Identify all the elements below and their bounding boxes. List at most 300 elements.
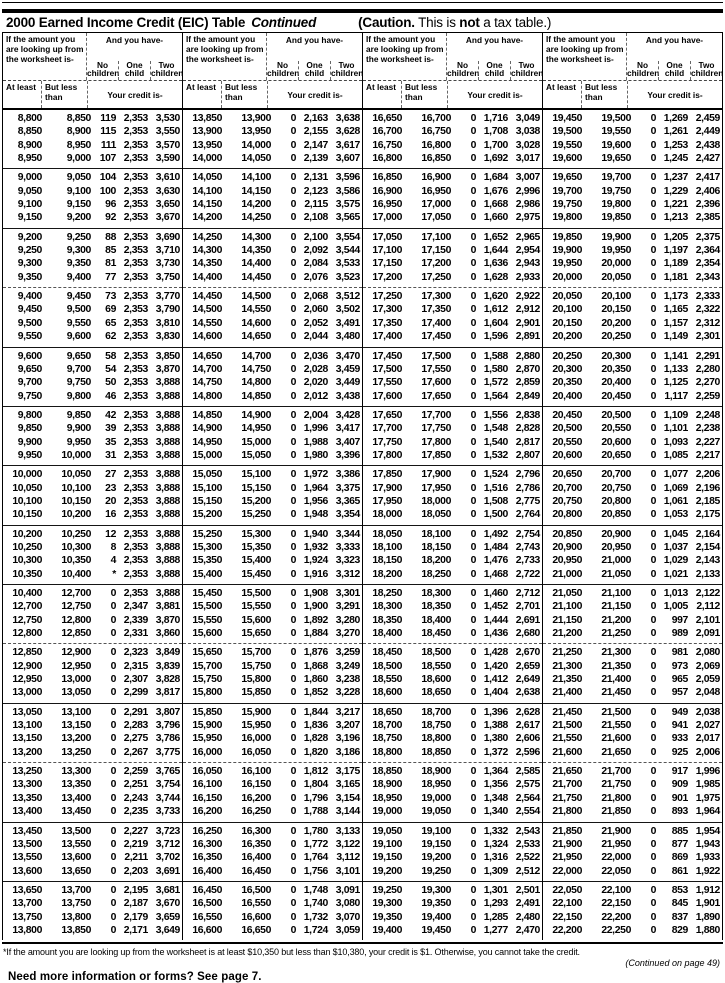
- table-cell: 925: [671, 746, 688, 758]
- table-cell: 0: [110, 779, 116, 791]
- header-row-bottom: [363, 81, 542, 110]
- table-cell: 973: [671, 660, 688, 672]
- table-cell: 2,449: [695, 126, 720, 138]
- table-cell: 0: [650, 113, 656, 124]
- table-cell: 16,950: [372, 199, 402, 211]
- table-cell: 0: [290, 409, 296, 421]
- table-cell: 10,300: [12, 555, 42, 567]
- table-cell: 997: [671, 614, 688, 626]
- row-block: [543, 881, 722, 940]
- table-cell: 2,044: [303, 331, 328, 343]
- header-row-bottom: [543, 81, 722, 110]
- table-cell: 16,000: [241, 733, 271, 745]
- table-cell: 2,353: [123, 304, 148, 316]
- table-cell: 20,850: [601, 509, 631, 521]
- table-cell: 2,243: [123, 792, 148, 804]
- table-row: [363, 528, 542, 541]
- table-cell: 8,850: [17, 126, 42, 138]
- table-cell: 2,533: [515, 838, 540, 850]
- table-cell: 18,550: [421, 660, 451, 672]
- table-cell: 14,650: [192, 350, 222, 362]
- table-cell: 15,200: [192, 509, 222, 521]
- table-cell: 14,850: [241, 390, 271, 402]
- table-cell: 13,800: [12, 924, 42, 936]
- table-cell: 0: [470, 509, 476, 521]
- table-cell: 1,364: [483, 766, 508, 778]
- table-cell: 15,950: [192, 733, 222, 745]
- table-cell: 2,796: [515, 469, 540, 481]
- table-cell: 17,750: [421, 423, 451, 435]
- caution-text: This is: [414, 15, 460, 30]
- table-cell: 2,501: [515, 884, 540, 896]
- table-row: [363, 303, 542, 316]
- table-cell: 19,450: [421, 924, 451, 936]
- table-cell: 20,850: [552, 528, 582, 540]
- table-cell: 20,450: [552, 409, 582, 421]
- table-cell: 15,550: [241, 601, 271, 613]
- row-block: [183, 168, 362, 227]
- table-cell: 2,185: [695, 495, 720, 507]
- table-cell: 1,189: [663, 258, 688, 270]
- table-cell: 8: [110, 541, 116, 553]
- table-row: [363, 350, 542, 363]
- table-cell: 14,550: [192, 317, 222, 329]
- no-children-header: No children: [267, 59, 300, 79]
- at-least-header: At least: [366, 82, 396, 92]
- table-cell: 9,800: [17, 409, 42, 421]
- table-cell: 2,438: [695, 139, 720, 151]
- table-row: [363, 112, 542, 125]
- table-cell: 14,800: [192, 390, 222, 402]
- table-cell: 23: [105, 482, 116, 494]
- table-cell: 17,250: [372, 291, 402, 303]
- table-row: [183, 482, 362, 495]
- table-cell: 17,550: [421, 363, 451, 375]
- row-block: [3, 822, 182, 881]
- table-cell: 3,888: [155, 423, 180, 435]
- table-cell: 2,353: [123, 199, 148, 211]
- table-cell: 0: [650, 541, 656, 553]
- table-row: [3, 924, 182, 937]
- header-row-top: [363, 33, 542, 81]
- table-cell: 0: [650, 779, 656, 791]
- table-row: [543, 436, 722, 449]
- table-row: [3, 198, 182, 211]
- table-cell: 19,900: [552, 245, 582, 257]
- table-cell: 2,912: [515, 304, 540, 316]
- table-cell: 0: [290, 568, 296, 580]
- table-cell: 0: [290, 449, 296, 461]
- table-cell: 17,800: [372, 449, 402, 461]
- table-cell: 2,280: [695, 363, 720, 375]
- table-cell: 18,650: [421, 687, 451, 699]
- table-cell: 14,000: [241, 139, 271, 151]
- table-cell: 2,211: [124, 852, 148, 864]
- table-cell: 15,050: [192, 469, 222, 481]
- table-cell: 19,550: [552, 139, 582, 151]
- row-block: [363, 110, 542, 168]
- table-cell: 16,500: [192, 898, 222, 910]
- table-row: [183, 244, 362, 257]
- table-cell: 1,125: [663, 377, 688, 389]
- table-row: [363, 646, 542, 659]
- table-cell: 17,650: [421, 390, 451, 402]
- table-cell: 0: [470, 317, 476, 329]
- table-cell: 21,600: [552, 746, 582, 758]
- table-cell: 3,186: [335, 746, 360, 758]
- table-row: [363, 390, 542, 403]
- table-cell: 19,200: [372, 865, 402, 877]
- table-cell: 9,300: [66, 245, 91, 257]
- table-row: [363, 746, 542, 759]
- table-cell: 1,356: [483, 779, 508, 791]
- table-row: [3, 719, 182, 732]
- table-row: [543, 568, 722, 581]
- table-cell: 0: [650, 139, 656, 151]
- row-block: [363, 525, 542, 584]
- table-cell: 8,950: [66, 139, 91, 151]
- table-cell: 17,650: [372, 409, 402, 421]
- row-block: [3, 584, 182, 643]
- table-cell: 8,900: [66, 126, 91, 138]
- table-cell: 2,122: [695, 588, 720, 599]
- table-cell: 0: [110, 601, 116, 613]
- table-cell: 0: [110, 660, 116, 672]
- table-cell: 15,900: [192, 720, 222, 732]
- header-row-top: [543, 33, 722, 81]
- table-cell: 13,650: [12, 884, 42, 896]
- table-cell: 77: [105, 271, 116, 283]
- table-cell: 0: [470, 601, 476, 613]
- caution-end: a tax table.): [479, 15, 552, 30]
- table-cell: 22,150: [601, 898, 631, 910]
- table-row: [183, 719, 362, 732]
- table-cell: 1,285: [483, 911, 508, 923]
- table-cell: 0: [650, 806, 656, 818]
- table-cell: 17,700: [372, 423, 402, 435]
- table-cell: 1,564: [483, 390, 508, 402]
- table-row: [183, 390, 362, 403]
- table-cell: 2,307: [123, 674, 148, 686]
- table-cell: 2,347: [123, 601, 148, 613]
- table-cell: 2,649: [515, 674, 540, 686]
- table-cell: 10,050: [12, 482, 42, 494]
- table-cell: 1,916: [303, 568, 328, 580]
- table-cell: 2,828: [515, 423, 540, 435]
- table-cell: 21,650: [552, 766, 582, 778]
- table-cell: 19,400: [421, 911, 451, 923]
- table-cell: 14,700: [192, 363, 222, 375]
- table-cell: 0: [110, 852, 116, 864]
- table-cell: 0: [290, 647, 296, 659]
- table-cell: 1,165: [663, 304, 688, 316]
- table-cell: 1,197: [663, 245, 688, 257]
- table-cell: 3,870: [155, 363, 180, 375]
- table-cell: 0: [470, 588, 476, 599]
- table-cell: 1,372: [483, 746, 508, 758]
- row-block: [3, 406, 182, 465]
- table-cell: 18,850: [372, 766, 402, 778]
- table-cell: 3,830: [155, 331, 180, 343]
- table-cell: 19,750: [601, 185, 631, 197]
- table-cell: 909: [671, 779, 688, 791]
- table-cell: 15,450: [241, 568, 271, 580]
- table-cell: 0: [650, 390, 656, 402]
- table-cell: 19,350: [421, 898, 451, 910]
- table-cell: 3,839: [155, 660, 180, 672]
- table-row: [3, 449, 182, 462]
- table-cell: 1,588: [483, 350, 508, 362]
- table-cell: 2,267: [123, 746, 148, 758]
- table-row: [3, 851, 182, 864]
- table-cell: 19,250: [372, 884, 402, 896]
- table-cell: 0: [110, 806, 116, 818]
- table-cell: 2,353: [123, 139, 148, 151]
- table-cell: 1,716: [483, 113, 508, 124]
- table-cell: 2,343: [695, 271, 720, 283]
- table-cell: 1,404: [483, 687, 508, 699]
- table-row: [543, 350, 722, 363]
- table-cell: 2,115: [304, 199, 328, 211]
- table-cell: 16,400: [192, 865, 222, 877]
- table-cell: 14,900: [192, 423, 222, 435]
- row-block: [183, 822, 362, 881]
- table-cell: 2,147: [303, 139, 328, 151]
- table-cell: 17,100: [421, 231, 451, 243]
- table-cell: 917: [671, 766, 688, 778]
- table-cell: 17,050: [421, 212, 451, 224]
- table-row: [363, 330, 542, 343]
- table-cell: 0: [470, 647, 476, 659]
- table-cell: 2,219: [123, 838, 148, 850]
- table-cell: 2,353: [123, 291, 148, 303]
- table-cell: 14,100: [241, 172, 271, 184]
- have-label: And you have-: [105, 35, 164, 45]
- table-row: [363, 139, 542, 152]
- table-cell: 19,150: [372, 852, 402, 864]
- table-cell: 2,722: [515, 568, 540, 580]
- table-cell: 2,353: [123, 212, 148, 224]
- table-cell: 1,724: [303, 924, 328, 936]
- table-row: [543, 911, 722, 924]
- table-cell: 0: [290, 212, 296, 224]
- table-cell: 1,013: [663, 588, 688, 599]
- table-cell: 0: [290, 331, 296, 343]
- table-cell: 15,300: [192, 541, 222, 553]
- table-row: [3, 686, 182, 699]
- table-cell: 14,350: [192, 258, 222, 270]
- table-cell: 3,881: [155, 601, 180, 613]
- table-cell: 3,007: [515, 172, 540, 184]
- table-cell: 3,810: [155, 317, 180, 329]
- table-cell: 3,710: [155, 245, 180, 257]
- table-cell: 3,638: [335, 113, 360, 124]
- row-block: [543, 465, 722, 524]
- table-cell: 3,470: [335, 350, 360, 362]
- table-row: [183, 825, 362, 838]
- table-cell: 0: [470, 185, 476, 197]
- table-cell: 2,670: [515, 647, 540, 659]
- table-cell: 1,069: [663, 482, 688, 494]
- table-cell: 2,155: [303, 126, 328, 138]
- table-cell: 18,000: [421, 495, 451, 507]
- table-cell: 20,600: [552, 449, 582, 461]
- table-cell: 9,200: [66, 212, 91, 224]
- but-less-header: But less than: [581, 81, 627, 108]
- table-cell: 1,996: [303, 423, 328, 435]
- table-cell: 15,350: [192, 555, 222, 567]
- table-row: [363, 422, 542, 435]
- table-cell: 20,500: [601, 409, 631, 421]
- row-block: [3, 762, 182, 821]
- table-row: [183, 851, 362, 864]
- table-cell: 2,275: [123, 733, 148, 745]
- table-cell: 20,300: [552, 363, 582, 375]
- table-cell: 0: [650, 172, 656, 184]
- table-cell: 14,800: [241, 377, 271, 389]
- table-cell: 10,350: [12, 568, 42, 580]
- table-cell: 13,600: [61, 852, 91, 864]
- table-cell: 3,407: [335, 436, 360, 448]
- table-cell: 19,550: [601, 126, 631, 138]
- table-cell: 9,550: [66, 317, 91, 329]
- table-cell: 2,006: [695, 746, 720, 758]
- table-cell: 1,975: [695, 792, 720, 804]
- table-cell: 1,053: [663, 509, 688, 521]
- table-cell: 14,550: [241, 304, 271, 316]
- credit-header: Your credit is-: [447, 81, 542, 108]
- table-cell: 58: [105, 350, 116, 362]
- table-cell: 0: [290, 555, 296, 567]
- table-cell: 1,037: [663, 541, 688, 553]
- table-cell: 13,450: [61, 806, 91, 818]
- table-cell: 21,250: [601, 628, 631, 640]
- table-cell: 21,100: [601, 588, 631, 599]
- table-cell: 13,050: [61, 687, 91, 699]
- table-cell: 0: [650, 528, 656, 540]
- table-cell: 1,628: [483, 271, 508, 283]
- row-block: [543, 168, 722, 227]
- table-cell: 13,200: [61, 733, 91, 745]
- table-cell: 9,900: [66, 423, 91, 435]
- table-cell: 2,638: [515, 687, 540, 699]
- continued-note: (Continued on page 49): [625, 958, 720, 969]
- table-cell: 18,500: [421, 647, 451, 659]
- table-cell: 0: [650, 924, 656, 936]
- table-cell: 0: [290, 838, 296, 850]
- table-cell: 20,350: [552, 377, 582, 389]
- table-row: [363, 152, 542, 165]
- table-row: [183, 409, 362, 422]
- table-cell: 14,400: [241, 258, 271, 270]
- table-cell: 3,888: [155, 541, 180, 553]
- table-row: [543, 924, 722, 937]
- table-cell: 0: [110, 746, 116, 758]
- table-cell: 10,150: [12, 509, 42, 521]
- table-cell: 18,800: [372, 746, 402, 758]
- table-cell: 1,604: [483, 317, 508, 329]
- table-cell: 0: [290, 436, 296, 448]
- table-cell: 21,550: [601, 720, 631, 732]
- table-cell: 2,092: [303, 245, 328, 257]
- table-cell: 2,100: [303, 231, 328, 243]
- table-cell: 1,756: [303, 865, 328, 877]
- table-cell: 1,612: [483, 304, 508, 316]
- table-cell: 2,480: [515, 911, 540, 923]
- table-cell: 2,323: [123, 647, 148, 659]
- table-cell: 3,888: [155, 528, 180, 540]
- table-row: [183, 897, 362, 910]
- table-cell: 14,450: [192, 291, 222, 303]
- table-cell: 9,500: [17, 317, 42, 329]
- table-cell: 15,050: [241, 449, 271, 461]
- table-cell: 18,350: [421, 601, 451, 613]
- table-row: [363, 838, 542, 851]
- table-cell: 9,450: [66, 291, 91, 303]
- table-cell: 81: [105, 258, 116, 270]
- table-cell: 15,000: [192, 449, 222, 461]
- table-cell: 1,740: [303, 898, 328, 910]
- table-cell: 0: [470, 720, 476, 732]
- table-cell: 16,150: [192, 792, 222, 804]
- table-cell: 21,500: [552, 720, 582, 732]
- table-row: [543, 732, 722, 745]
- table-cell: 0: [110, 687, 116, 699]
- table-cell: 19,300: [421, 884, 451, 896]
- table-cell: 0: [470, 350, 476, 362]
- table-cell: 18,900: [372, 779, 402, 791]
- table-row: [363, 185, 542, 198]
- table-cell: 19,650: [552, 172, 582, 184]
- but-less-header: But less than: [41, 81, 87, 108]
- table-cell: 15,800: [192, 687, 222, 699]
- table-cell: 0: [470, 825, 476, 837]
- table-cell: 14,150: [192, 199, 222, 211]
- table-row: [3, 508, 182, 521]
- table-cell: 3,550: [155, 126, 180, 138]
- table-row: [183, 924, 362, 937]
- table-cell: 3,807: [155, 706, 180, 718]
- table-cell: 19,700: [552, 185, 582, 197]
- table-row: [543, 587, 722, 600]
- table-cell: 0: [470, 792, 476, 804]
- table-cell: 13,000: [61, 674, 91, 686]
- two-children-header: Two children: [151, 59, 184, 79]
- table-cell: 9,050: [66, 172, 91, 184]
- table-cell: 10,100: [61, 482, 91, 494]
- table-row: [543, 746, 722, 759]
- table-cell: 15,600: [192, 628, 222, 640]
- table-cell: 2,163: [303, 113, 328, 124]
- table-cell: 21,200: [601, 614, 631, 626]
- row-block: [543, 287, 722, 346]
- table-cell: 0: [650, 628, 656, 640]
- table-cell: 2,353: [123, 350, 148, 362]
- table-cell: 18,100: [372, 541, 402, 553]
- table-cell: 2,353: [123, 271, 148, 283]
- table-cell: 16,350: [192, 852, 222, 864]
- table-cell: 18,500: [372, 660, 402, 672]
- row-block: [543, 762, 722, 821]
- table-row: [363, 805, 542, 818]
- table-cell: 2,965: [515, 231, 540, 243]
- table-cell: 1,428: [483, 647, 508, 659]
- table-cell: 35: [105, 436, 116, 448]
- column-group-1: [3, 33, 183, 940]
- table-cell: 0: [110, 911, 116, 923]
- table-cell: 1,061: [663, 495, 688, 507]
- table-cell: 1,652: [483, 231, 508, 243]
